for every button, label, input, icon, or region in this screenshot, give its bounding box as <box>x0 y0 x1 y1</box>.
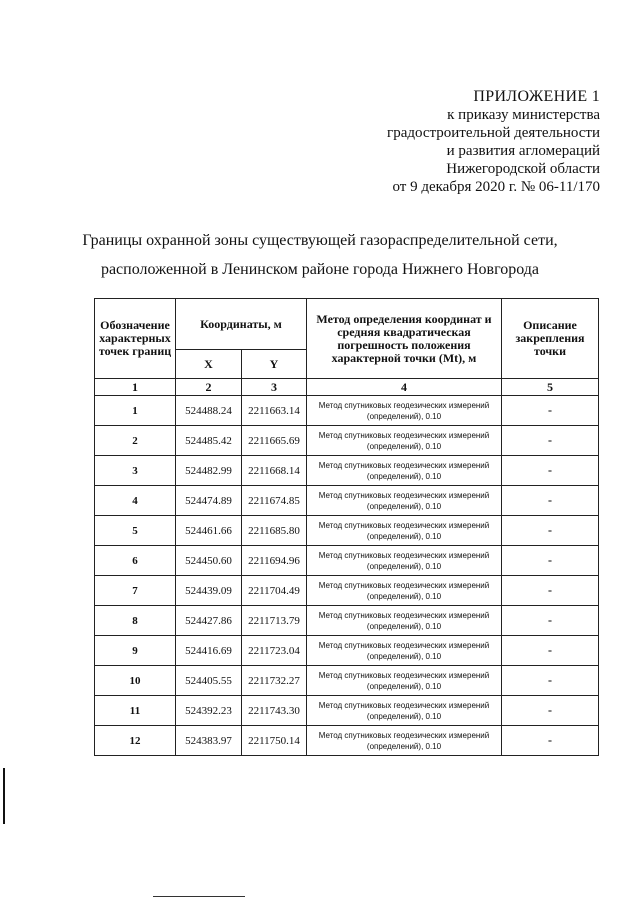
point-cell: 5 <box>95 516 176 546</box>
table-row <box>95 516 599 546</box>
y-coordinate-cell: 2211723.04 <box>242 636 307 666</box>
method-cell: Метод спутниковых геодезических измерений (определений), 0.10 <box>307 456 502 486</box>
y-coordinate-cell: 2211732.27 <box>242 666 307 696</box>
table-row <box>95 396 599 426</box>
x-coordinate-cell: 524482.99 <box>176 456 242 486</box>
point-cell: 3 <box>95 456 176 486</box>
table-row <box>95 606 599 636</box>
header-coordinates: Координаты, м <box>176 299 307 350</box>
x-coordinate-cell: 524439.09 <box>176 576 242 606</box>
table-header-row <box>95 299 599 350</box>
point-cell: 7 <box>95 576 176 606</box>
column-number: 5 <box>502 379 599 396</box>
margin-mark <box>3 768 5 824</box>
method-cell: Метод спутниковых геодезических измерений (определений), 0.10 <box>307 606 502 636</box>
y-coordinate-cell: 2211694.96 <box>242 546 307 576</box>
appendix-heading: ПРИЛОЖЕНИЕ 1 <box>473 88 600 105</box>
method-cell: Метод спутниковых геодезических измерений (определений), 0.10 <box>307 576 502 606</box>
footer-line <box>153 896 245 897</box>
point-cell: 12 <box>95 726 176 756</box>
point-cell: 1 <box>95 396 176 426</box>
point-cell: 2 <box>95 426 176 456</box>
y-coordinate-cell: 2211713.79 <box>242 606 307 636</box>
method-cell: Метод спутниковых геодезических измерений (определений), 0.10 <box>307 636 502 666</box>
appendix-line-3: и развития агломераций <box>446 143 600 159</box>
description-cell: - <box>502 456 599 486</box>
point-cell: 8 <box>95 606 176 636</box>
method-cell: Метод спутниковых геодезических измерений (определений), 0.10 <box>307 546 502 576</box>
y-coordinate-cell: 2211665.69 <box>242 426 307 456</box>
x-coordinate-cell: 524485.42 <box>176 426 242 456</box>
table-row <box>95 696 599 726</box>
x-coordinate-cell: 524405.55 <box>176 666 242 696</box>
header-method: Метод определения координат и средняя квадратическая погрешность положения характерной точки (Mt), м <box>307 299 502 379</box>
description-cell: - <box>502 696 599 726</box>
x-coordinate-cell: 524392.23 <box>176 696 242 726</box>
table-row <box>95 486 599 516</box>
table-row <box>95 546 599 576</box>
point-cell: 10 <box>95 666 176 696</box>
table-row <box>95 666 599 696</box>
document-title-line-1: Границы охранной зоны существующей газораспределительной сети, <box>82 232 558 249</box>
description-cell: - <box>502 396 599 426</box>
y-coordinate-cell: 2211750.14 <box>242 726 307 756</box>
description-cell: - <box>502 726 599 756</box>
method-cell: Метод спутниковых геодезических измерений (определений), 0.10 <box>307 516 502 546</box>
method-cell: Метод спутниковых геодезических измерений (определений), 0.10 <box>307 396 502 426</box>
description-cell: - <box>502 426 599 456</box>
x-coordinate-cell: 524488.24 <box>176 396 242 426</box>
appendix-line-4: Нижегородской области <box>446 161 600 177</box>
column-number: 2 <box>176 379 242 396</box>
y-coordinate-cell: 2211674.85 <box>242 486 307 516</box>
method-cell: Метод спутниковых геодезических измерений (определений), 0.10 <box>307 426 502 456</box>
header-description: Описание закрепления точки <box>502 299 599 379</box>
y-coordinate-cell: 2211668.14 <box>242 456 307 486</box>
table-row <box>95 726 599 756</box>
point-cell: 11 <box>95 696 176 726</box>
header-x: X <box>176 350 242 379</box>
column-number: 4 <box>307 379 502 396</box>
appendix-line-1: к приказу министерства <box>447 107 600 123</box>
y-coordinate-cell: 2211704.49 <box>242 576 307 606</box>
x-coordinate-cell: 524461.66 <box>176 516 242 546</box>
column-number: 3 <box>242 379 307 396</box>
method-cell: Метод спутниковых геодезических измерений (определений), 0.10 <box>307 486 502 516</box>
description-cell: - <box>502 636 599 666</box>
appendix-block <box>387 88 600 196</box>
point-cell: 9 <box>95 636 176 666</box>
method-cell: Метод спутниковых геодезических измерений (определений), 0.10 <box>307 726 502 756</box>
boundary-points-table <box>94 298 599 756</box>
column-number-row <box>95 379 599 396</box>
y-coordinate-cell: 2211685.80 <box>242 516 307 546</box>
document-title-line-2: расположенной в Ленинском районе города Нижнего Новгорода <box>100 261 540 278</box>
x-coordinate-cell: 524416.69 <box>176 636 242 666</box>
method-cell: Метод спутниковых геодезических измерений (определений), 0.10 <box>307 696 502 726</box>
description-cell: - <box>502 516 599 546</box>
table-row <box>95 426 599 456</box>
appendix-line-2: градостроительной деятельности <box>387 125 600 141</box>
table-row <box>95 636 599 666</box>
column-number: 1 <box>95 379 176 396</box>
y-coordinate-cell: 2211743.30 <box>242 696 307 726</box>
point-cell: 4 <box>95 486 176 516</box>
header-designation: Обозначение характерных точек границ <box>95 299 176 379</box>
description-cell: - <box>502 576 599 606</box>
point-cell: 6 <box>95 546 176 576</box>
table-row <box>95 456 599 486</box>
x-coordinate-cell: 524383.97 <box>176 726 242 756</box>
x-coordinate-cell: 524427.86 <box>176 606 242 636</box>
description-cell: - <box>502 606 599 636</box>
method-cell: Метод спутниковых геодезических измерений (определений), 0.10 <box>307 666 502 696</box>
description-cell: - <box>502 666 599 696</box>
appendix-date-number: от 9 декабря 2020 г. № 06-11/170 <box>392 179 600 195</box>
header-y: Y <box>242 350 307 379</box>
x-coordinate-cell: 524474.89 <box>176 486 242 516</box>
y-coordinate-cell: 2211663.14 <box>242 396 307 426</box>
x-coordinate-cell: 524450.60 <box>176 546 242 576</box>
description-cell: - <box>502 546 599 576</box>
table-row <box>95 576 599 606</box>
description-cell: - <box>502 486 599 516</box>
